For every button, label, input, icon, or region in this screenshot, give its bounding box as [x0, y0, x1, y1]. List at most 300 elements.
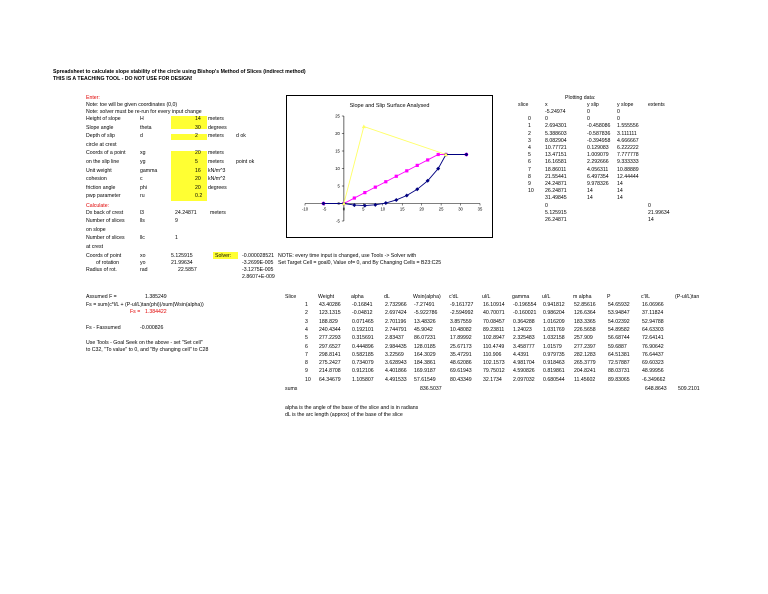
plot-cell: 0 — [587, 116, 590, 123]
fs-value: 1.384422 — [145, 309, 167, 315]
slice-cell: 2.701196 — [385, 318, 407, 325]
slice-cell: 10 — [305, 376, 311, 383]
solver-value-2: -3.2699E-005 — [242, 260, 274, 266]
slice-cell: 1.016209 — [543, 318, 565, 325]
goal-seek-note-1: Use Tools - Goal Seek on the above - set "Set cell" — [86, 340, 203, 346]
slice-cell: 275.2427 — [319, 360, 341, 367]
slice-cell: 8 — [305, 360, 308, 367]
slice-cell: 52.85616 — [574, 302, 596, 308]
slice-header: m alpha — [573, 294, 592, 300]
series-point-square — [416, 164, 419, 167]
plot-cell: 21.99634 — [648, 209, 670, 216]
input-unit: degrees — [208, 184, 227, 191]
fs-label: Fs = — [130, 309, 141, 315]
sheet-title: Spreadsheet to calculate slope stability of the circle using Bishop's Method of Slices (indirect method) — [53, 69, 306, 75]
plot-cell: 26.24871 — [545, 188, 567, 195]
x-tick-label: 10 — [380, 206, 386, 212]
plot-cell: 0.129083 — [587, 145, 609, 151]
calc-symbol: llc — [140, 235, 145, 242]
slice-cell: 0.912106 — [352, 368, 374, 375]
slope-chart[interactable] — [286, 95, 493, 238]
slice-cell: 35.47291 — [450, 351, 472, 358]
slice-cell: 297.6527 — [319, 343, 341, 350]
solver-note-2: Set Target Cell = goal0, Value of= 0, and By Changing Cells = B23:C25 — [278, 260, 442, 266]
plot-cell: 9.333333 — [617, 159, 639, 166]
plot-cell: 0 — [617, 116, 620, 123]
slice-cell: 1.032158 — [543, 335, 565, 342]
series-point-diamond — [384, 201, 388, 205]
slice-cell: 0.819861 — [543, 368, 565, 375]
slice-cell: 76.64437 — [642, 351, 664, 358]
input-value[interactable]: 2 — [195, 133, 198, 140]
input-label: Height of slope — [86, 116, 121, 122]
input-value[interactable]: 20 — [195, 184, 201, 191]
input-symbol: phi — [140, 184, 147, 191]
slice-header: P — [607, 294, 611, 300]
enter-label: Enter: — [86, 95, 100, 101]
plot-header: y slip — [587, 102, 599, 108]
slice-cell: 25.67173 — [450, 343, 472, 350]
calc-value: 1 — [175, 235, 178, 242]
slice-cell: 226.5658 — [574, 326, 596, 333]
plot-cell: -5.24974 — [545, 109, 566, 115]
plot-cell: 4 — [528, 145, 531, 151]
sum-wsin: 836.5037 — [420, 386, 442, 392]
slice-cell: 1.031769 — [543, 326, 565, 333]
input-label: on the slip line — [86, 159, 120, 165]
plot-cell: 9.978326 — [587, 181, 609, 187]
input-value[interactable]: 0.2 — [195, 193, 203, 200]
slice-cell: 110.4749 — [483, 343, 505, 350]
series-point-square — [353, 196, 356, 199]
slice-cell: 183.3365 — [574, 318, 596, 325]
input-cells-highlight — [171, 116, 207, 129]
solver-value-1: -0.000028521 — [242, 253, 275, 259]
slice-cell: 79.75012 — [483, 368, 505, 375]
series-point-square — [384, 180, 387, 183]
series-line-0 — [323, 155, 466, 204]
slice-header: ul/L — [542, 294, 551, 300]
input-check: d ok — [236, 133, 246, 140]
slice-header: ul/L — [482, 294, 491, 300]
slice-cell: -0.16841 — [352, 302, 373, 308]
plot-cell: 14 — [617, 188, 623, 195]
plot-cell: 10.77721 — [545, 145, 567, 151]
slice-cell: -2.594992 — [450, 310, 474, 317]
plot-cell: 2 — [528, 130, 531, 137]
slice-cell: 72.57887 — [608, 360, 630, 367]
rotation-label: of rotation — [96, 260, 120, 266]
y-tick-label: 5 — [337, 183, 340, 189]
plot-cell: -0.587836 — [587, 130, 611, 137]
slice-cell: 4.590826 — [513, 368, 535, 375]
input-value[interactable]: 20 — [195, 150, 201, 157]
slice-cell: -7.27491 — [414, 302, 435, 308]
plot-cell: 14 — [617, 181, 623, 187]
plot-header: y slope — [617, 102, 634, 108]
plot-cell: 2.694301 — [545, 123, 567, 130]
x-tick-label: 5 — [362, 206, 365, 212]
goal-seek-note-2: to C32, "To value" to 0, and "By changing cell" to C28 — [86, 347, 209, 353]
fs-diff-value: -0.000826 — [140, 325, 164, 331]
input-check: point ok — [236, 159, 255, 165]
alpha-note: alpha is the angle of the base of the slice and is in radians — [285, 405, 419, 411]
slice-cell: 10.48082 — [450, 326, 472, 333]
slice-header: gamma — [512, 294, 530, 300]
input-cell-d — [171, 134, 207, 140]
input-label: Depth of slip — [86, 133, 115, 140]
plot-cell: 8 — [528, 173, 531, 180]
slice-cell: 0.192101 — [352, 326, 374, 333]
slice-cell: -0.04812 — [352, 310, 373, 317]
calc-label: at crest — [86, 243, 104, 250]
slice-cell: 265.3779 — [574, 360, 596, 367]
input-unit: meters — [208, 133, 224, 140]
calc-symbol: lls — [140, 218, 145, 225]
plot-cell: 3.111111 — [617, 130, 637, 137]
slice-cell: 3.22569 — [385, 351, 404, 358]
slice-cell: 2.984435 — [385, 343, 407, 350]
slice-header: c'dL — [449, 294, 459, 300]
slice-cell: 4.4391 — [513, 351, 529, 358]
slice-cell: -9.161727 — [450, 302, 474, 308]
input-value[interactable]: 16 — [195, 167, 201, 174]
input-symbol: xg — [140, 150, 146, 157]
slice-cell: 17.89992 — [450, 335, 472, 342]
plot-cell: 4.056311 — [587, 166, 609, 173]
slice-cell: 277.2397 — [574, 343, 596, 350]
slice-cell: 277.2293 — [319, 335, 341, 342]
slice-cell: 0.986204 — [543, 310, 565, 317]
calc-label: on slope — [86, 226, 106, 233]
plot-cell: 31.49845 — [545, 195, 567, 202]
slice-cell: 59.6887 — [608, 343, 627, 350]
x-tick-label: 15 — [399, 206, 405, 212]
fs-diff-label: Fs - Fassumed — [86, 325, 121, 331]
slice-cell: 257.909 — [574, 335, 593, 342]
input-symbol: gamma — [140, 167, 158, 174]
plot-cell: 6 — [528, 159, 531, 166]
series-point-square — [374, 186, 377, 189]
fs-formula: Fs = sum(c*l/L + (P-ul/L)tan(phi))/sum(Wsin(alpha)) — [86, 302, 204, 308]
slice-cell: 110.906 — [483, 351, 502, 358]
plot-cell: 21.55441 — [545, 173, 567, 180]
radius-label: Radius of rot. — [86, 267, 117, 273]
xo-symbol: xo — [140, 253, 146, 259]
input-value[interactable]: 30 — [195, 124, 201, 131]
slice-cell: 4 — [305, 326, 308, 333]
assumed-f-label: Assumed F = — [86, 294, 117, 300]
plot-cell: 4.666667 — [617, 137, 639, 144]
rad-value: 22.5857 — [178, 267, 197, 273]
plot-cell: -0.458086 — [587, 123, 611, 130]
input-symbol: d — [140, 133, 143, 140]
input-label: cohesion — [86, 176, 107, 183]
slice-cell: -0.196554 — [513, 302, 537, 308]
slice-cell: 3 — [305, 318, 308, 325]
plot-cell: 14 — [587, 195, 593, 202]
slice-cell: 45.9042 — [414, 326, 433, 333]
calc-unit: meters — [210, 210, 226, 216]
slice-cell: 0.680544 — [543, 376, 565, 383]
solver-label: Solver: — [215, 253, 232, 259]
y-tick-label: 25 — [335, 113, 340, 119]
slice-cell: 184.3861 — [414, 360, 436, 367]
slice-cell: 54.65932 — [608, 302, 630, 308]
slice-cell: 7 — [305, 351, 308, 358]
sums-label: sums — [285, 386, 298, 392]
slice-cell: 6 — [305, 343, 308, 350]
slice-cell: 298.8141 — [319, 351, 341, 358]
x-tick-label: -5 — [322, 206, 327, 212]
yo-symbol: yo — [140, 260, 146, 266]
calculate-label: Calculate: — [86, 203, 110, 209]
slice-cell: 0.582185 — [352, 351, 374, 358]
plot-cell: 26.24871 — [545, 217, 567, 223]
slice-cell: 54.02392 — [608, 318, 630, 325]
input-label: Unit weight — [86, 167, 112, 174]
plot-cell: 0 — [528, 116, 531, 123]
series-point-diamond — [405, 193, 409, 197]
slice-header: Weight — [318, 294, 335, 300]
slice-header: alpha — [351, 294, 364, 300]
slice-cell: 4.981704 — [513, 360, 535, 367]
input-unit: meters — [208, 116, 224, 122]
slice-cell: 1.24023 — [513, 326, 532, 333]
slice-cell: 3.628943 — [385, 360, 407, 367]
slice-cell: -5.922786 — [414, 310, 438, 317]
slice-cell: 69.61943 — [450, 368, 472, 375]
y-tick-label: 10 — [335, 166, 340, 171]
slice-cell: 53.94847 — [608, 310, 630, 317]
plot-cell: -0.394958 — [587, 137, 611, 144]
input-unit: meters — [208, 150, 224, 157]
input-unit: meters — [208, 159, 224, 165]
slice-cell: 188.829 — [319, 318, 338, 325]
plot-cell: 1 — [528, 123, 531, 130]
calc-label: Number of slices — [86, 218, 125, 225]
calc-value: 24.24871 — [175, 210, 197, 216]
input-label: pwp parameter — [86, 193, 121, 200]
plot-header: x — [545, 102, 548, 108]
slice-cell: 102.1573 — [483, 360, 505, 367]
slice-cell: 1 — [305, 302, 308, 308]
y-tick-label: 20 — [335, 131, 340, 136]
plot-cell: 7 — [528, 166, 531, 173]
y-tick-label: 15 — [335, 148, 340, 154]
plot-cell: 0 — [617, 109, 620, 115]
plot-cell: 1.009079 — [587, 152, 609, 159]
slice-header: (P-ul/L)tan — [675, 294, 700, 300]
slice-cell: 102.8947 — [483, 335, 505, 342]
sum-ptan: 509.2101 — [678, 386, 700, 392]
calc-value: 9 — [175, 218, 178, 225]
note-solver: Note: solver must be re-run for every input change — [86, 109, 202, 115]
slice-header: dL — [384, 294, 390, 300]
plot-cell: 24.24871 — [545, 181, 567, 187]
slice-cell: 13.48326 — [414, 318, 436, 325]
x-tick-label: 25 — [438, 206, 444, 212]
slice-cell: 0.364288 — [513, 318, 535, 325]
slice-cell: 56.68744 — [608, 335, 630, 342]
x-tick-label: 0 — [342, 206, 346, 212]
plot-cell: 3 — [528, 137, 531, 144]
note-toe: Note: toe will be given coordinates (0,0) — [86, 102, 178, 108]
slice-cell: 3.458777 — [513, 343, 535, 350]
slice-cell: 0.444896 — [352, 343, 374, 350]
series-point-square — [405, 169, 408, 172]
slice-cell: 64.51381 — [608, 351, 630, 358]
slice-cell: 0.918463 — [543, 360, 565, 367]
slice-cell: 57.61549 — [414, 376, 436, 383]
slice-cell: 37.11824 — [642, 310, 664, 317]
slice-cell: 2 — [305, 310, 308, 317]
series-point-square — [363, 191, 366, 194]
plot-cell: 16.16581 — [545, 159, 567, 166]
slice-cell: 4.491533 — [385, 376, 407, 383]
slice-cell: -6.349662 — [642, 376, 666, 383]
slice-cell: 89.83065 — [608, 376, 630, 383]
plot-cell: 10.88889 — [617, 166, 639, 173]
solver-value-4: 2.8607+E-009 — [242, 274, 275, 280]
series-point-square — [395, 175, 398, 178]
slice-cell: 2.744791 — [385, 326, 407, 333]
slice-cell: 123.1315 — [319, 310, 341, 317]
plot-cell: 9 — [528, 181, 531, 187]
slice-cell: 1.01579 — [543, 343, 562, 350]
series-point-square — [426, 158, 429, 161]
input-label: Coords of a point — [86, 150, 126, 157]
plot-cell: 13.47151 — [545, 152, 567, 159]
input-label: Slope angle — [86, 124, 114, 131]
slice-cell: 2.097032 — [513, 376, 535, 383]
solver-value-3: -3.1275E-005 — [242, 267, 274, 273]
slice-cell: 2.83437 — [385, 335, 404, 342]
input-symbol: H — [140, 116, 144, 122]
slice-cell: 16.10914 — [483, 302, 505, 308]
y-tick-label: -5 — [336, 218, 340, 224]
series-point-triangle — [362, 125, 366, 129]
slice-cell: 2.732966 — [385, 302, 407, 308]
slice-cell: 52.94788 — [642, 318, 664, 325]
slice-cell: 4.401866 — [385, 368, 407, 375]
slice-cell: 11.45602 — [574, 376, 596, 383]
slice-cell: 240.4344 — [319, 326, 341, 333]
slice-cell: 169.9187 — [414, 368, 436, 375]
plot-cell: 5.125915 — [545, 209, 567, 216]
plot-cell: 14 — [617, 195, 623, 202]
xo-value[interactable]: 5.125915 — [171, 253, 193, 259]
x-tick-label: -10 — [301, 206, 309, 212]
x-tick-label: 35 — [477, 206, 483, 212]
assumed-f-value[interactable]: 1.385249 — [145, 294, 167, 300]
slice-cell: 48.99956 — [642, 368, 664, 375]
slice-cell: 16.06966 — [642, 302, 664, 308]
slice-cell: 0.941812 — [543, 302, 565, 308]
slice-cell: 9 — [305, 368, 308, 375]
slice-cell: 89.23811 — [483, 326, 505, 333]
plot-cell: 8.082904 — [545, 137, 567, 144]
input-value[interactable]: 20 — [195, 176, 201, 183]
input-symbol: c — [140, 176, 143, 183]
plot-cell: 0 — [587, 109, 590, 115]
slice-cell: 76.90642 — [642, 343, 664, 350]
plot-cell: 14 — [648, 217, 654, 223]
slice-cell: 64.63303 — [642, 326, 664, 333]
input-value[interactable]: 14 — [195, 116, 201, 122]
slice-cell: -0.160021 — [513, 310, 537, 317]
slice-cell: 5 — [305, 335, 308, 342]
plot-cell: 0 — [545, 116, 548, 123]
dl-note: dL is the arc length (approx) of the base of the slice — [285, 412, 403, 418]
series-point-diamond — [394, 198, 398, 202]
plot-cell: 12.44444 — [617, 173, 639, 180]
slice-cell: 0.979735 — [543, 351, 565, 358]
slice-cell: 43.40286 — [319, 302, 341, 308]
plot-cell: 14 — [587, 188, 593, 195]
plot-cell: 10 — [528, 188, 534, 195]
slice-cell: 214.8708 — [319, 368, 341, 375]
slice-cell: 80.43349 — [450, 376, 472, 383]
plot-cell: 0 — [545, 202, 548, 209]
plot-header: extents — [648, 102, 665, 108]
plot-cell: 18.86011 — [545, 166, 567, 173]
input-label: friction angle — [86, 184, 116, 191]
yo-value[interactable]: 21.99634 — [171, 260, 193, 266]
input-unit: kN/m^2 — [208, 176, 226, 183]
slice-cell: 0.734079 — [352, 360, 374, 367]
y-tick-label: 0 — [337, 201, 340, 206]
calc-label: Number of slices — [86, 235, 125, 242]
coords-label: Coords of point — [86, 253, 122, 259]
slice-cell: 86.07231 — [414, 335, 436, 342]
slice-header: Slice — [285, 294, 297, 300]
input-value[interactable]: 5 — [195, 159, 198, 165]
plot-cell: 2.292666 — [587, 159, 609, 166]
slice-cell: 54.89582 — [608, 326, 630, 333]
plot-cell: 5.388603 — [545, 130, 567, 137]
slice-cell: 64.34679 — [319, 376, 341, 383]
slice-cell: 1.105807 — [352, 376, 374, 383]
solver-note-1: NOTE: every time input is changed, use Tools -> Solver with — [278, 253, 417, 259]
slice-cell: 0.071465 — [352, 318, 374, 325]
slice-cell: 282.1283 — [574, 351, 596, 358]
slice-cell: 40.70071 — [483, 310, 505, 317]
rad-symbol: rad — [140, 267, 148, 273]
slice-cell: 72.64141 — [642, 335, 664, 342]
slice-cell: 70.08457 — [483, 318, 505, 325]
x-tick-label: 30 — [458, 206, 463, 212]
plot-cell: 7.777778 — [617, 152, 639, 159]
series-point-square — [437, 153, 440, 156]
slice-cell: 2.325483 — [513, 335, 535, 342]
chart-title: Slope and Slip Surface Analysed — [349, 103, 430, 109]
chart-canvas — [287, 96, 492, 237]
sheet-warning: THIS IS A TEACHING TOOL - DO NOT USE FOR DESIGN! — [53, 76, 193, 82]
slice-cell: 69.60323 — [642, 360, 664, 367]
slice-cell: 204.8241 — [574, 368, 596, 375]
plotting-title: Plotting data: — [565, 95, 596, 101]
input-symbol: ru — [140, 193, 145, 200]
slice-cell: 32.1734 — [483, 376, 502, 383]
input-symbol: theta — [140, 124, 152, 131]
calc-label: Dx back of crest — [86, 210, 124, 216]
slice-cell: 88.03731 — [608, 368, 630, 375]
slice-cell: 0.315691 — [352, 335, 374, 342]
plot-cell: 6.222222 — [617, 145, 639, 151]
plot-cell: 6.497354 — [587, 173, 609, 180]
plot-cell: 1.555556 — [617, 123, 639, 130]
